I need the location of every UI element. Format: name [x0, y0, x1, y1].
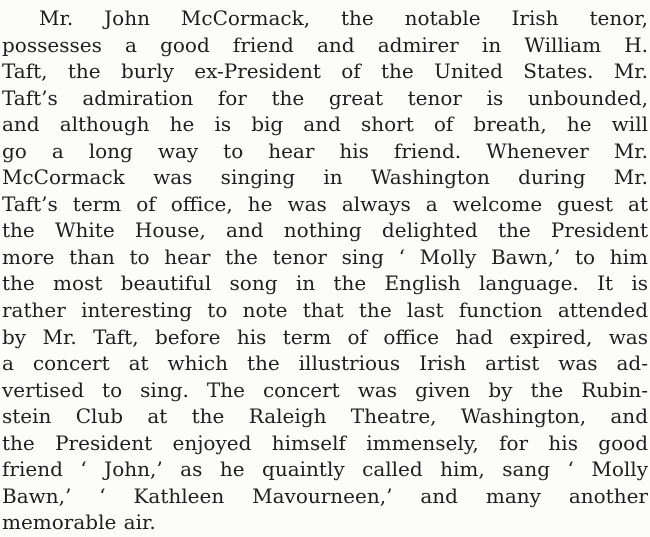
text-line: memorable air.: [2, 510, 156, 535]
text-line: more than to hear the tenor sing ‘ Molly Bawn,’ to him: [2, 244, 648, 269]
text-line: McCormack was singing in Washington during Mr.: [2, 165, 648, 190]
text-line: a concert at which the illustrious Irish artist was ad-: [2, 351, 648, 376]
text-line: Taft’s admiration for the great tenor is unbounded,: [2, 85, 648, 110]
text-line: Taft, the burly ex-President of the United States. Mr.: [2, 59, 648, 84]
text-line: go a long way to hear his friend. Whenever Mr.: [2, 138, 648, 163]
text-line: Taft’s term of office, he was always a welcome guest at: [2, 191, 648, 216]
text-line: the White House, and nothing delighted the President: [2, 218, 648, 243]
text-line: the most beautiful song in the English language. It is: [2, 271, 648, 296]
text-line: stein Club at the Raleigh Theatre, Washington, and: [2, 404, 648, 429]
text-line: possesses a good friend and admirer in William H.: [2, 32, 648, 57]
text-line: by Mr. Taft, before his term of office had expired, was: [2, 324, 648, 349]
text-line: the President enjoyed himself immensely, for his good: [2, 430, 648, 455]
text-line: Bawn,’ ‘ Kathleen Mavourneen,’ and many another: [2, 483, 648, 508]
text-line: Mr. John McCormack, the notable Irish tenor,: [39, 6, 648, 30]
text-line: friend ‘ John,’ as he quaintly called him, sang ‘ Molly: [2, 457, 648, 482]
text-line: vertised to sing. The concert was given by the Rubin-: [2, 377, 648, 402]
paragraph: [2, 5, 648, 536]
text-line: and although he is big and short of breath, he will: [2, 112, 648, 137]
text-line: rather interesting to note that the last function attended: [2, 298, 648, 323]
